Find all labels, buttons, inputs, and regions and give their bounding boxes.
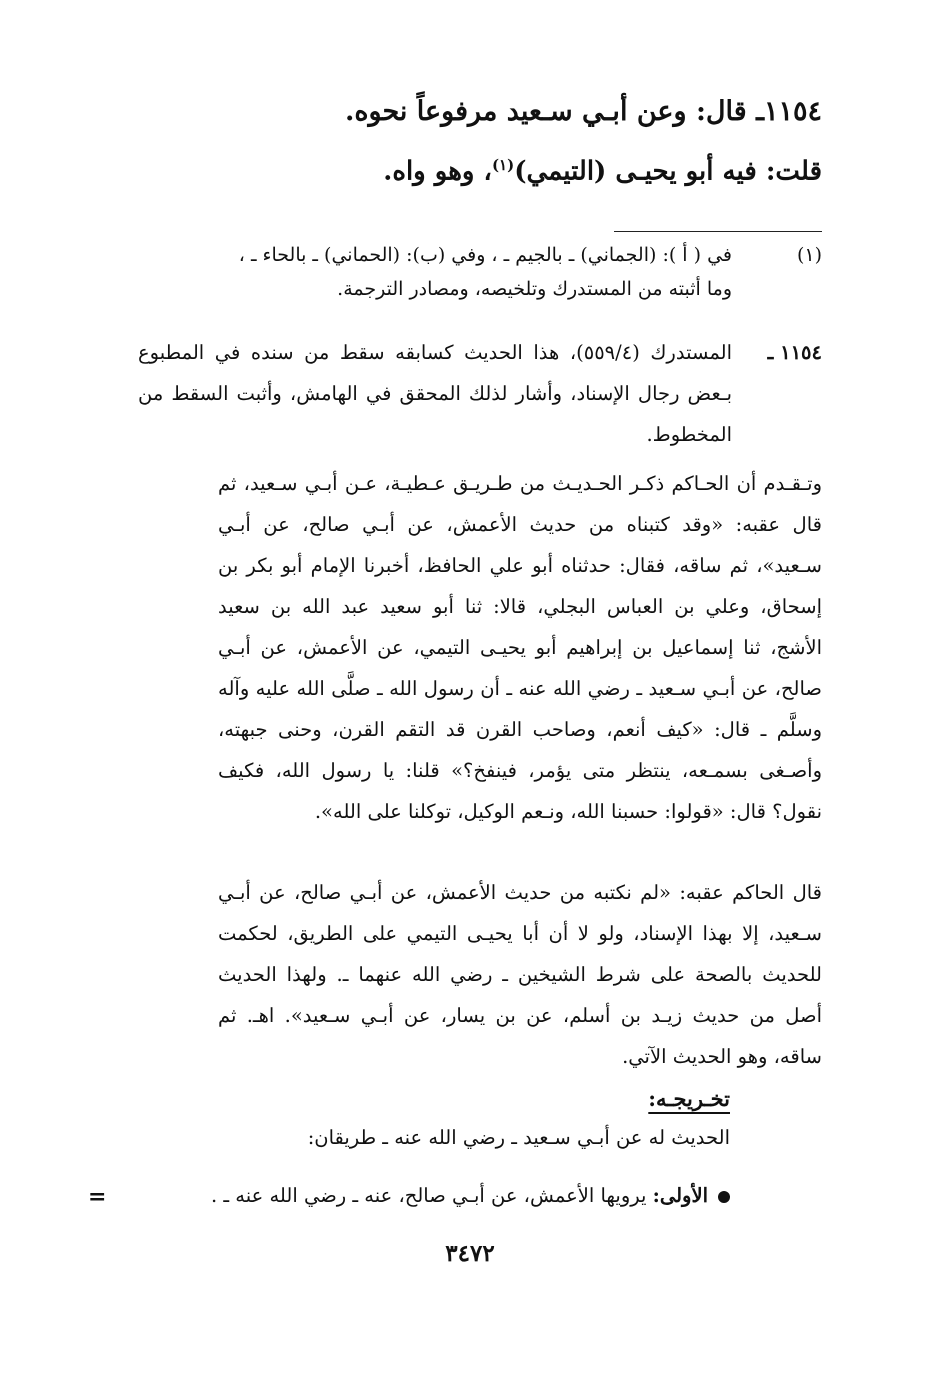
hadith-line [345,96,822,127]
commentary-paragraph-3 [218,872,822,1077]
page-number: ٣٤٧٢ [445,1240,495,1267]
takhrij-heading: تخـريجـه: [648,1086,730,1111]
comment-line [383,156,822,187]
bullet-label: الأولى: [652,1184,708,1207]
footnote-line: وما أثبته من المستدرك وتلخيصه، ومصادر الترجمة. [337,278,732,300]
takhrij-intro: الحديث له عن أبـي سـعيد ـ رضي الله عنه ـ طريقان: [307,1126,730,1149]
footnote-ref: (١) [491,156,515,174]
bullet-icon [718,1191,730,1203]
takhrij-bullet-item [211,1184,730,1207]
footnote-separator [614,231,822,232]
commentary-number: ١١٥٤ ـ [767,341,822,364]
bullet-text: يرويها الأعمش، عن أبـي صالح، عنه ـ رضي الله عنه ـ . [211,1184,653,1207]
paragraph-text: قال الحاكم عقبه: «لم نكتبه من حديث الأعمش، عن أبـي صالح، عن أبـي سـعيد، إلا بهذا الإسناد، ولو لا أن أبا يحيـى التيمي على الطريق، لحكمت للحديث بالصحة على شرط الشيخين ـ رضي الله عنهما ـ. ولهذا الحديث أصل من حديث زيـد بن أسلم، عن بن يسار، عن أبـي سـعيد». اهـ. ثم ساقه، وهو الحديث الآتي. [218,881,823,1068]
footnote-label: (١) [796,244,822,266]
commentary-paragraph-1: المستدرك (٥٥٩/٤)، هذا الحديث كسابقه سقط من سنده في المطبوع بـعض رجال الإسناد، وأشار لذلك المحقق في الهامش، وأثبت السقط من المخطوط. [138,341,732,446]
comment-text-after: ، وهو واه. [383,156,492,187]
paragraph-text: وتـقـدم أن الحـاكم ذكـر الحـديـث من طـريـق عـطيـة، عـن أبـي سـعيد، ثم قال عقبه: «وقد كتبناه من حديث الأعمش، عن أبـي صالح، عن أبـي سـعيد»، ثم ساقه، فقال: حدثناه أبو علي الحافظ، أخبرنا الإمام أبو بكر بن إسحاق، وعلي بن العباس البجلي، قالا: ثنا أبو سعيد عبد الله بن سعيد الأشج، ثنا إسماعيل بن إبراهيم أبو يحيـى التيمي، عن الأعمش، عن أبـي صالح، عن أبـي سـعيد ـ رضي الله عنه ـ أن رسول الله ـ صلَّى الله عليه وآله وسلَّم ـ قال: «كيف أنعم، وصاحب القرن قد التقم القرن، وحنى جبهته، وأصـغى بسمـعه، ينتظر متى يؤمر، فينفخ؟» قلنا: يا رسول الله، فكيف نقول؟ قال: «قولوا: حسبنا الله، ونـعم الوكيل، توكلنا على الله». [218,472,822,823]
continuation-mark: = [88,1184,107,1210]
comment-text-before: قلت: فيه أبو يحيـى (التيمي) [514,156,822,187]
footnote-line: في ( أ ): (الجماني) ـ بالجيم ـ ، وفي (ب): (الحماني) ـ بالحاء ـ ، [238,244,732,266]
footnote-text [122,238,732,306]
hadith-number: ١١٥٤ [763,96,822,127]
hadith-text: ـ قال: وعن أبـي سـعيد مرفوعاً نحوه. [344,96,764,127]
commentary-paragraph-2 [218,463,822,832]
